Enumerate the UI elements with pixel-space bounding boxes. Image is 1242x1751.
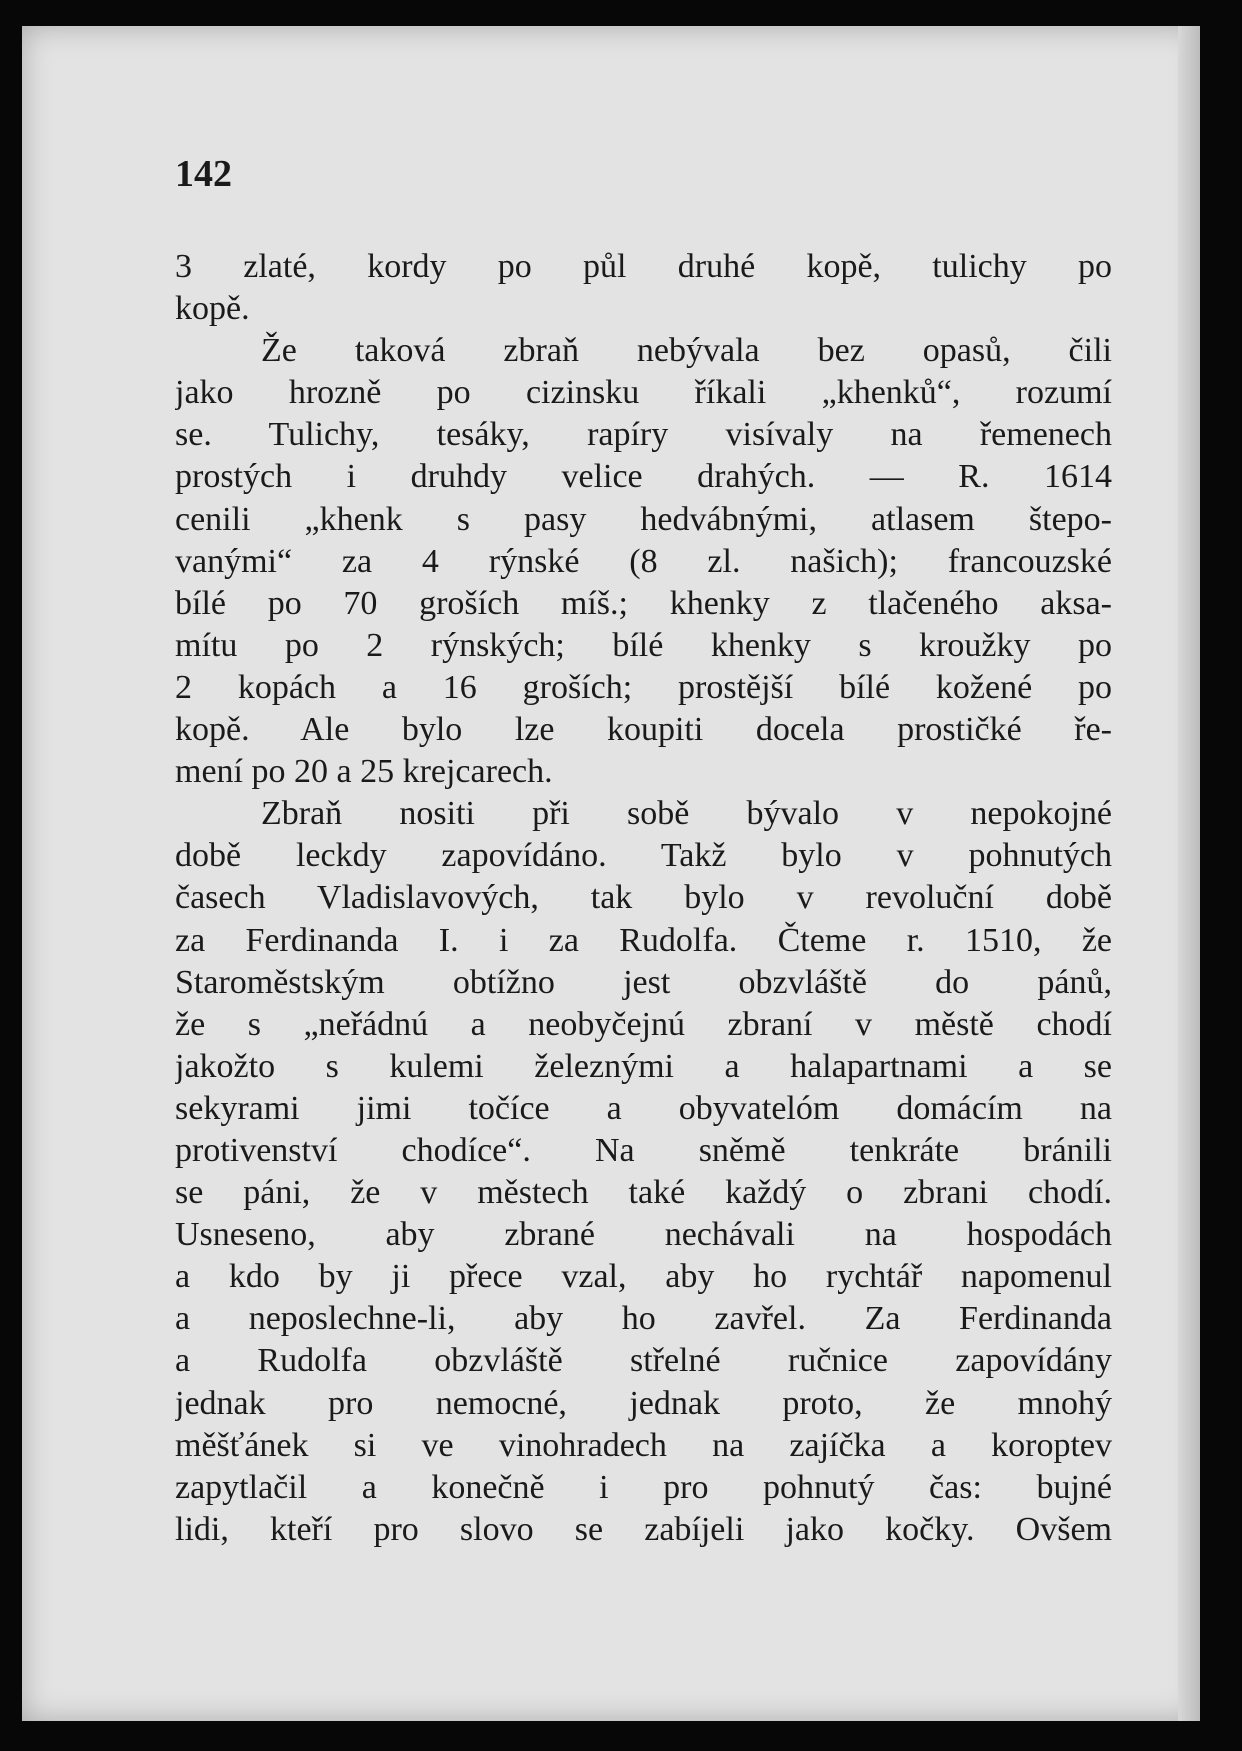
- text-line: lidi, kteří pro slovo se zabíjeli jako kočky. Ovšem: [175, 1510, 1112, 1548]
- text-line: protivenství chodíce“. Na sněmě tenkráte bránili: [175, 1131, 1112, 1169]
- text-line: mení po 20 a 25 krejcarech.: [175, 753, 553, 791]
- page-binding-edge: [1178, 26, 1200, 1721]
- text-line: cenili „khenk s pasy hedvábnými, atlasem štepo-: [175, 500, 1112, 538]
- text-line: vanými“ za 4 rýnské (8 zl. našich); francouzské: [175, 542, 1112, 580]
- text-line: době leckdy zapovídáno. Takž bylo v pohnutých: [175, 837, 1112, 875]
- text-line: Usneseno, aby zbrané nechávali na hospodách: [175, 1216, 1112, 1254]
- text-line: jako hrozně po cizinsku říkali „khenků“, rozumí: [175, 374, 1112, 412]
- text-line: prostých i druhdy velice drahých. — R. 1614: [175, 458, 1112, 496]
- text-line: mítu po 2 rýnských; bílé khenky s kroužky po: [175, 626, 1112, 664]
- text-line: a kdo by ji přece vzal, aby ho rychtář napomenul: [175, 1258, 1112, 1296]
- text-line: zapytlačil a konečně i pro pohnutý čas: bujné: [175, 1468, 1112, 1506]
- text-line: se. Tulichy, tesáky, rapíry visívaly na řemenech: [175, 416, 1112, 454]
- text-line: časech Vladislavových, tak bylo v revoluční době: [175, 879, 1112, 917]
- text-line: Zbraň nositi při sobě bývalo v nepokojné: [261, 795, 1112, 833]
- text-line: sekyrami jimi točíce a obyvatelóm domácím na: [175, 1089, 1112, 1127]
- text-line: a Rudolfa obzvláště střelné ručnice zapovídány: [175, 1342, 1112, 1380]
- text-line: bílé po 70 groších míš.; khenky z tlačeného aksa-: [175, 584, 1112, 622]
- text-line: a neposlechne-li, aby ho zavřel. Za Ferdinanda: [175, 1300, 1112, 1338]
- text-line: se páni, že v městech také každý o zbrani chodí.: [175, 1174, 1112, 1212]
- text-line: jednak pro nemocné, jednak proto, že mnohý: [175, 1384, 1112, 1422]
- text-line: 3 zlaté, kordy po půl druhé kopě, tulichy po: [175, 248, 1112, 285]
- text-line: kopě. Ale bylo lze koupiti docela prostičké ře-: [175, 711, 1112, 749]
- page-number: 142: [175, 153, 232, 195]
- text-line: 2 kopách a 16 groších; prostější bílé kožené po: [175, 668, 1112, 706]
- text-line: měšťánek si ve vinohradech na zajíčka a koroptev: [175, 1426, 1112, 1464]
- text-line: Staroměstským obtížno jest obzvláště do pánů,: [175, 963, 1112, 1001]
- body-text: [175, 246, 1112, 1551]
- text-line: kopě.: [175, 290, 250, 328]
- text-line: za Ferdinanda I. i za Rudolfa. Čteme r. 1510, že: [175, 921, 1112, 959]
- text-line: jakožto s kulemi železnými a halapartnami a se: [175, 1047, 1112, 1085]
- text-line: že s „neřádnú a neobyčejnú zbraní v městě chodí: [175, 1005, 1112, 1043]
- text-line: Že taková zbraň nebývala bez opasů, čili: [261, 332, 1112, 370]
